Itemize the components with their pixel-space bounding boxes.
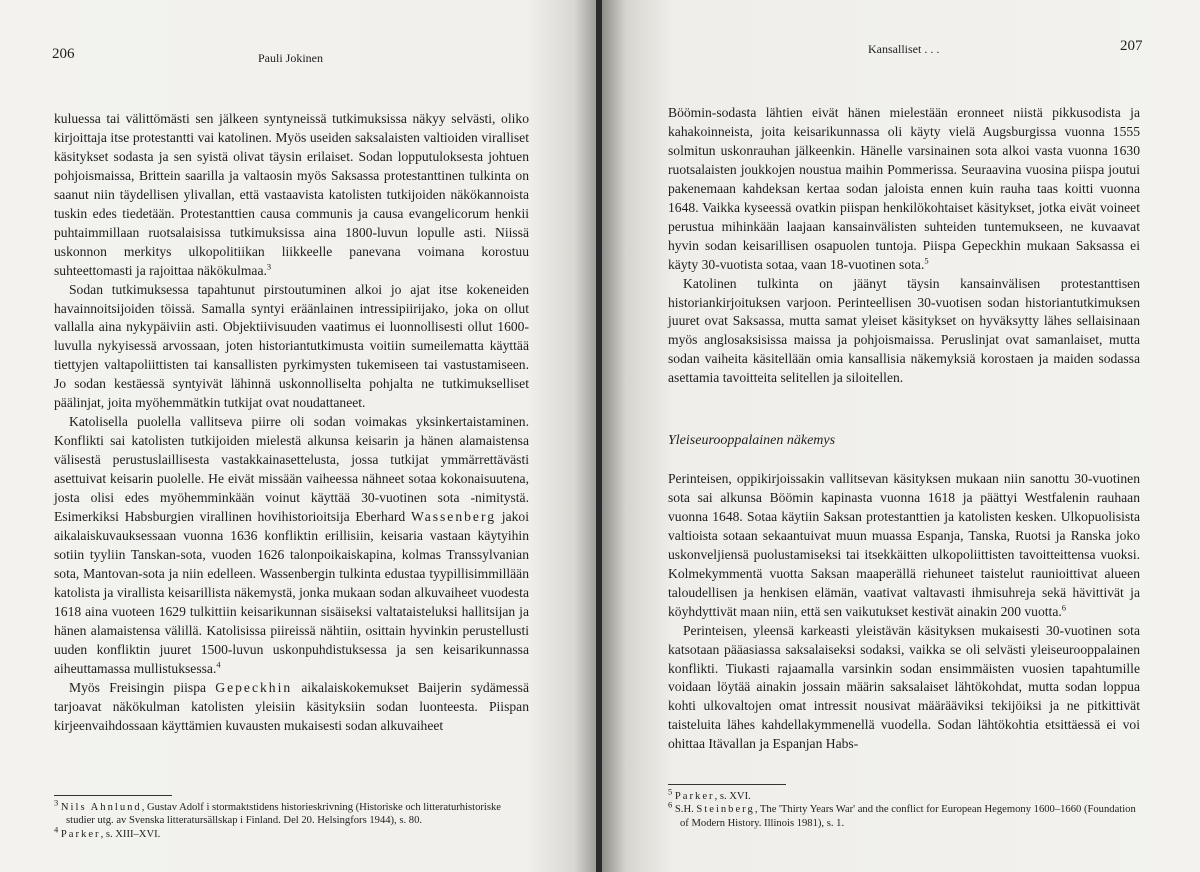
body-text xyxy=(54,110,529,735)
right-page xyxy=(602,0,1200,872)
left-page xyxy=(0,0,598,872)
footnote: $^6$ S.H. Steinberg, The 'Thirty Years War' and the conflict for European Hegemony 1600–1660 (Foundation of Modern History. Illinois 1981), s. 1. xyxy=(668,799,1136,829)
spaced-name: Gepeckhin xyxy=(215,679,293,695)
footnote-rule xyxy=(668,784,786,785)
footnote-number: 3 xyxy=(54,797,59,808)
footnote-ref: 4 xyxy=(216,659,221,670)
footnote-number: 6 xyxy=(668,799,673,810)
page-number: 206 xyxy=(52,46,75,62)
spaced-name: Parker xyxy=(674,791,715,802)
spaced-name: Steinberg xyxy=(696,804,755,816)
footnotes xyxy=(54,797,532,841)
paragraph: Perinteisen, yleensä karkeasti yleistävän käsityksen mukaisesti 30-vuotinen sota katsotaan pääasiassa saksalaiseksi sodaksi, vaikka se oli selvästi yleiseurooppalainen konflikti. Tiukasti rajaamalla varsinkin sodan ensimmäisten vuosien tapahtumille voidaan löytää ainakin jossain määrin saksalaiset lähtökohdat, mutta sodan loppua kohti ulkovaltojen omat intressit nousivat määrääviksi tekijöiksi ja ne pitkittivät taisteluita lähes kahdellakymmenellä vuodella. Sodan lähtökohtia etsittäessä ei voi ohittaa Itävallan ja Espanjan Habs- xyxy=(668,622,1140,752)
footnote-number: 5 xyxy=(668,786,673,797)
footnote-ref: 5 xyxy=(924,255,929,266)
paragraph: Böömin-sodasta lähtien eivät hänen mielestään eronneet niistä pikkusodista ja kahakoinneista, joita keisarikunnassa oli käyty vielä Augsburgissa vuonna 1555 solmitun uskonrauhan jälkeenkin. Hänelle varsinainen sota alkoi vasta vuonna 1630 ruotsalaisten joukkojen noustua maihin Pommerissa. Seuraavina vuosina piispa joutui pakenemaan kahdeksan kertaa sodan jaloista ennen kuin rauha taas koitti vuonna 1648. Vaikka kyseessä ovatkin piispan henkilökohtaiset käsitykset, jotka eivät voineet perustua mihinkään laajaan kansainvälisten suhteiden tuntemukseen, ne kuvaavat hyvin sodan keisarillisen osapuolen tuntoja. Piispa Gepeckhin mukaan Saksassa ei käyty 30-vuotista sotaa, vaan 18-vuotinen sota.$^5$ xyxy=(668,105,1140,272)
running-head: Pauli Jokinen xyxy=(258,51,323,65)
spaced-name: Nils Ahnlund xyxy=(60,802,142,813)
body-text xyxy=(668,104,1140,388)
body-text-continued xyxy=(668,470,1140,754)
footnote-ref: 6 xyxy=(1061,602,1067,613)
footnote-number: 4 xyxy=(54,824,59,835)
footnote-ref: 3 xyxy=(266,261,272,272)
footnotes xyxy=(668,786,1144,830)
paragraph: kuluessa tai välittömästi sen jälkeen syntyneissä tutkimuksissa näkyy selvästi, oliko kirjoittaja itse protestantti vai katolinen. Myös useiden saksalaisten valtioiden viralliset käsitykset sodasta ja sen syistä olivat täysin erilaiset. Sodan lopputuloksesta johtuen pohjoismaissa, Brittein saarilla ja valtaosin myös Saksassa protestanttinen tulkinta on saanut niin täydellisen ylivallan, että vastaavista katolisten tutkijoiden näkökannoista tuskin edes tiedetään. Protestanttien causa communis ja causa evangelicorum henkii puhtaimmillaan ruotsalaisissa tutkimuksissa aina 1800-luvun lopulle asti. Niissä uskonnon merkitys ulkopolitiikan liikkeelle panevana voimana korostuu suhteettomasti ja rajoittaa näkökulmaa.$^3$ xyxy=(54,111,529,278)
paragraph: Myös Freisingin piispa Gepeckhin aikalaiskokemukset Baijerin sydämessä tarjoavat näkökulman katolisten yleisiin käsityksiin sodan luonteesta. Piispan kirjeenvaihdossaan käyttämien kuvausten mukaisesti sodan alkuvaiheet xyxy=(54,679,529,733)
running-head: Kansalliset . . . xyxy=(868,42,940,56)
section-subheading: Yleiseurooppalainen näkemys xyxy=(668,433,836,448)
footnote: $^4$ Parker, s. XIII–XVI. xyxy=(54,824,161,840)
paragraph: Katolinen tulkinta on jäänyt täysin kansainvälisen protestanttisen historiankirjoituksen varjoon. Perinteellisen 30-vuotisen sodan historiantutkimuksen juuret ovat Saksassa, mutta samat yleiset käsitykset on hyväksytty lähes sellaisinaan myös anglosaksisissa maissa ja pohjoismaissa. Peruslinjat ovat samanlaiset, mutta sodan vaiheita käsitellään omia kansallisia näkemyksiä korostaen ja maiden sodassa asettamia tavoitteita selitellen ja siloitellen. xyxy=(668,275,1140,386)
paragraph: Sodan tutkimuksessa tapahtunut pirstoutuminen alkoi jo ajat itse kokeneiden havainnoitsijoiden töissä. Samalla syntyi eräänlainen intressipiirijako, joka on ollut vallalla aina nykypäiviin asti. Objektiivisuuden vaatimus ei luonnollisesti ollut 1600-luvulla nykyisessä arvossaan, joten historiantutkimusta voitiin sumeilematta käyttää tiettyjen valtapoliittisten tai kansallisten pyrkimysten tukemiseen tai vastustamiseen. Jo sodan kestäessä syntyivät lähinnä uskonnolliselta pohjalta ne tutkimukselliset päälinjat, joita myöhemmätkin tutkijat ovat noudattaneet. xyxy=(54,281,529,411)
spaced-name: Parker xyxy=(60,828,101,840)
page-number: 207 xyxy=(1120,38,1143,54)
footnote-rule xyxy=(54,795,172,796)
spaced-name: Wassenberg xyxy=(410,509,497,525)
paragraph: Perinteisen, oppikirjoissakin vallitsevan käsityksen mukaan niin sanottu 30-vuotinen sota sai alkunsa Böömin kapinasta vuonna 1618 ja päättyi Westfalenin rauhaan vuonna 1648. Sotaa käytiin Saksan protestanttien ja katolisten kesken. Ulkopuolisista valtioista sotaan sekaantuivat muun muassa Espanja, Tanska, Ruotsi ja Ranska joko uskonveljiensä puolustamiseksi tai itsekkäitten ulkopoliittisten tavoitteittensa vuoksi. Kolmekymmentä vuotta Saksan maaperällä riehuneet taistelut raunioittivat alueen taloudellisen ja henkisen elämän, vaativat valtavasti ihmisuhreja sekä hävittivät ja köyhdyttivät maan niin, että sen vaikutukset kestivät ainakin 200 vuotta.$^6$ xyxy=(668,471,1140,619)
footnote: $^3$ Nils Ahnlund, Gustav Adolf i stormaktstidens historieskrivning (Historiske och litteraturhistoriske studier utg. av Svenska litteratursällskap i Finland. Del 20. Helsingfors 1944), s. 80. xyxy=(54,797,501,827)
paragraph: Katolisella puolella vallitseva piirre oli sodan voimakas yksinkertaistaminen. Konflikti sai katolisten tutkijoiden mielestä alkunsa keisarin ja hänen alamaistensa välisestä perustuslaillisesta vastakkainasettelusta, jossa tutkijat ymmärrettävästi asettuivat keisarin puolelle. He eivät missään vaiheessa nähneet sotaa kokonaisuutena, josta olisi edes myöhemminkään voinut käyttää 30-vuotinen sota -nimitystä. Esimerkiksi Habsburgien virallinen hovihistorioitsija Eberhard Wassenberg jakoi aikalaiskuvauksessaan vuonna 1636 konfliktin erillisiin, keisaria vastaan käytyihin sotiin tyyliin Tanskan-sota, vuoden 1626 talonpoikaiskapina, kolmas Transsylvanian sota, Mantovan-sota ja niin edelleen. Wassenbergin tulkinta edustaa tyypillisimmillään katolista ja virallista keisarillista näkemystä, jonka mukaan sodan alkuvaiheet vuodesta 1618 aina vuoteen 1629 tulkittiin keisarikunnan sisäiseksi valtataisteluksi hallitsijan ja hänen alamaistensa välillä. Katolisissa piireissä nähtiin, osittain hyvinkin perustellusti uuden konfliktin juuret 1500-luvun uskonpuhdistuksessa ja sen keisarikunnassa aiheuttamassa mullistuksessa.$^4$ xyxy=(54,414,529,676)
footnote: $^5$ Parker, s. XVI. xyxy=(668,786,751,802)
